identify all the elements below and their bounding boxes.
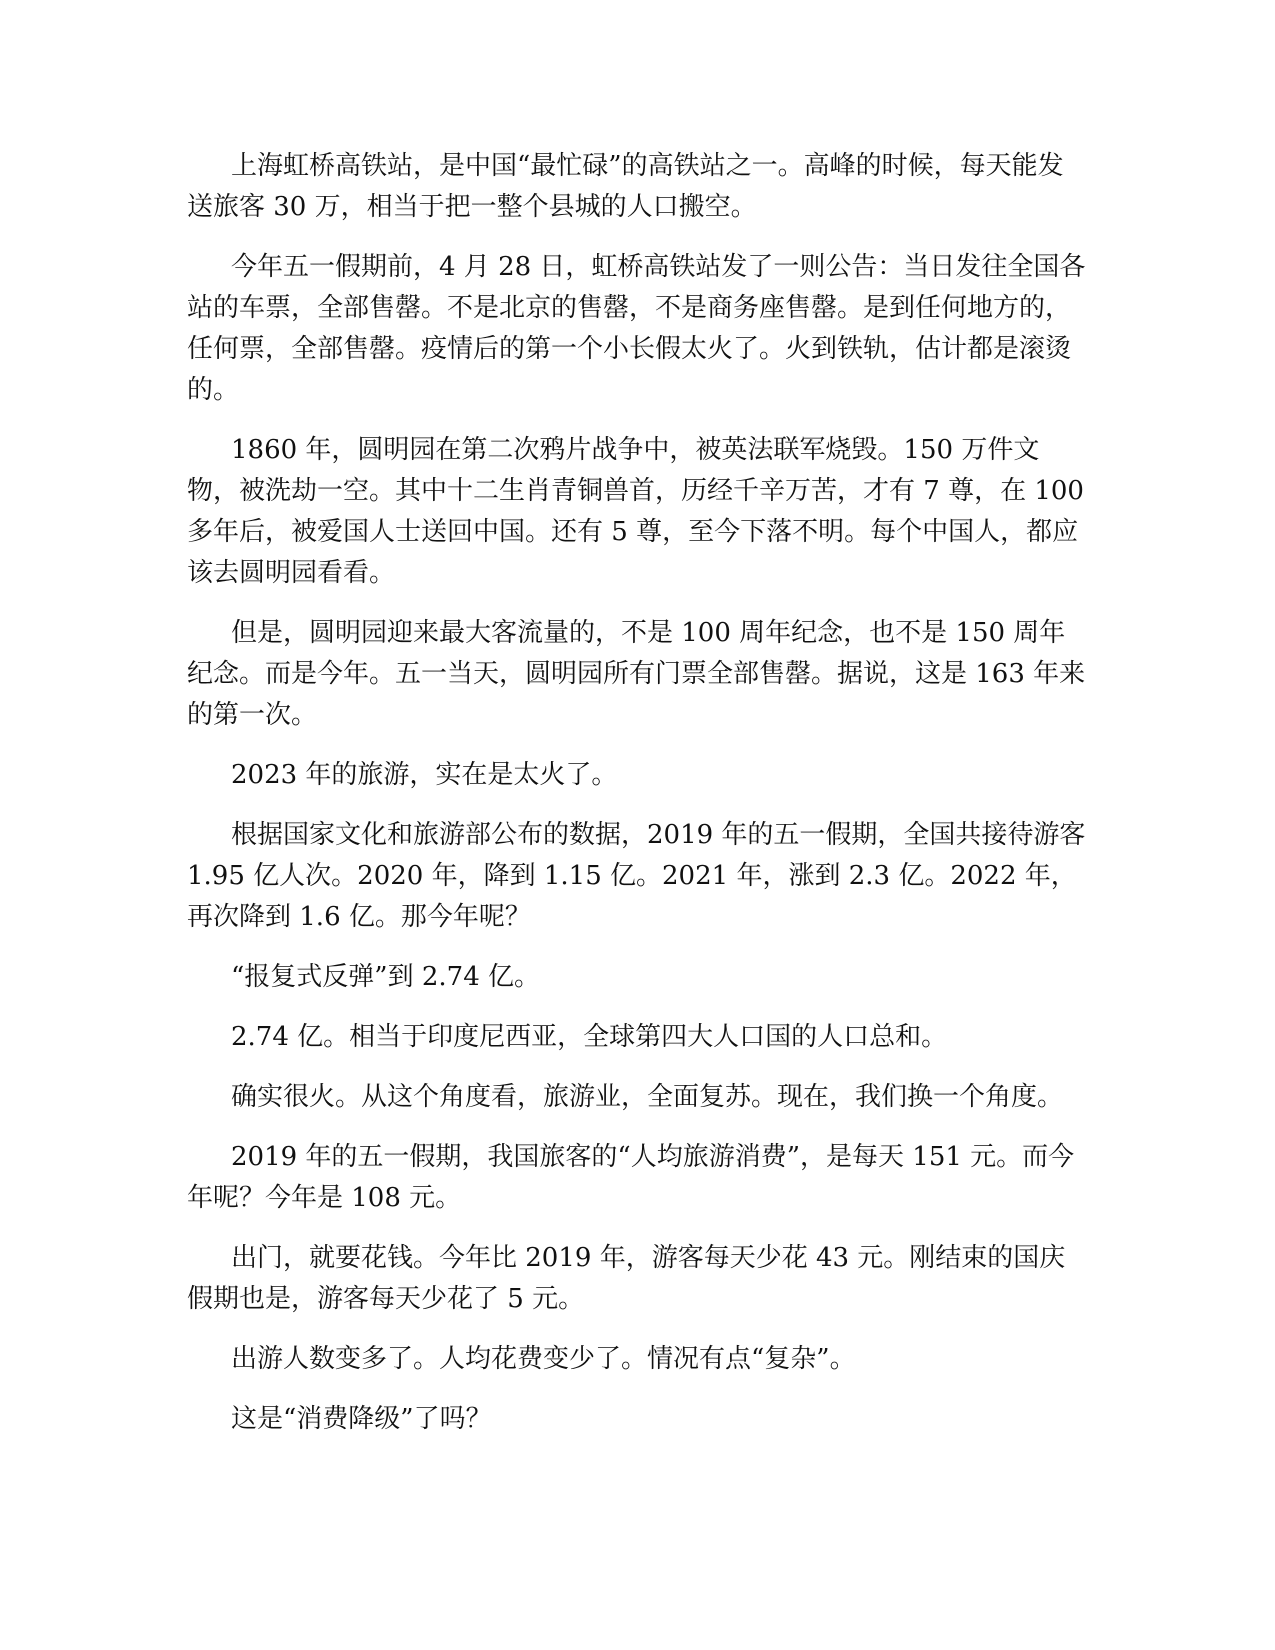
paragraph-tourism-hot: 2023 年的旅游，实在是太火了。 — [231, 760, 618, 790]
paragraph-yuanmingyuan-history: 1860 年，圆明园在第二次鸦片战争中，被英法联军烧毁。150 万件文物，被洗劫一空。其中十二生肖青铜兽首，历经千辛万苦，才有 7 尊，在 100 多年后，被爱国人士送回中国。还有 5 尊，至今下落不明。每个中国人，都应该去圆明园看看。 — [187, 435, 1084, 588]
paragraph-rebound: “报复式反弹”到 2.74 亿。 — [231, 962, 541, 992]
paragraph-sold-out-notice: 今年五一假期前，4 月 28 日，虹桥高铁站发了一则公告：当日发往全国各站的车票，全部售罄。不是北京的售罄，不是商务座售罄。是到任何地方的，任何票，全部售罄。疫情后的第一个小长假太火了。火到铁轨，估计都是滚烫的。 — [187, 252, 1086, 405]
paragraph-indonesia-comparison: 2.74 亿。相当于印度尼西亚，全球第四大人口国的人口总和。 — [231, 1022, 948, 1052]
paragraph-tourism-data: 根据国家文化和旅游部公布的数据，2019 年的五一假期，全国共接待游客 1.95 亿人次。2020 年，降到 1.15 亿。2021 年，涨到 2.3 亿。2022 年，再次降到 1.6 亿。那今年呢？ — [187, 820, 1086, 932]
paragraph-downgrade-question: 这是“消费降级”了吗？ — [231, 1404, 492, 1434]
paragraph-complicated: 出游人数变多了。人均花费变少了。情况有点“复杂”。 — [231, 1344, 856, 1374]
paragraph-per-capita-spending: 2019 年的五一假期，我国旅客的“人均旅游消费”，是每天 151 元。而今年呢？今年是 108 元。 — [187, 1142, 1075, 1213]
article-body — [187, 146, 1087, 1459]
paragraph-yuanmingyuan-visitors: 但是，圆明园迎来最大客流量的，不是 100 周年纪念，也不是 150 周年纪念。而是今年。五一当天，圆明园所有门票全部售罄。据说，这是 163 年来的第一次。 — [187, 618, 1086, 730]
paragraph-change-angle: 确实很火。从这个角度看，旅游业，全面复苏。现在，我们换一个角度。 — [231, 1082, 1064, 1112]
paragraph-spend-less: 出门，就要花钱。今年比 2019 年，游客每天少花 43 元。刚结束的国庆假期也是，游客每天少花了 5 元。 — [187, 1243, 1066, 1314]
paragraph-hongqiao-station: 上海虹桥高铁站，是中国“最忙碌”的高铁站之一。高峰的时候，每天能发送旅客 30 万，相当于把一整个县城的人口搬空。 — [187, 151, 1064, 222]
